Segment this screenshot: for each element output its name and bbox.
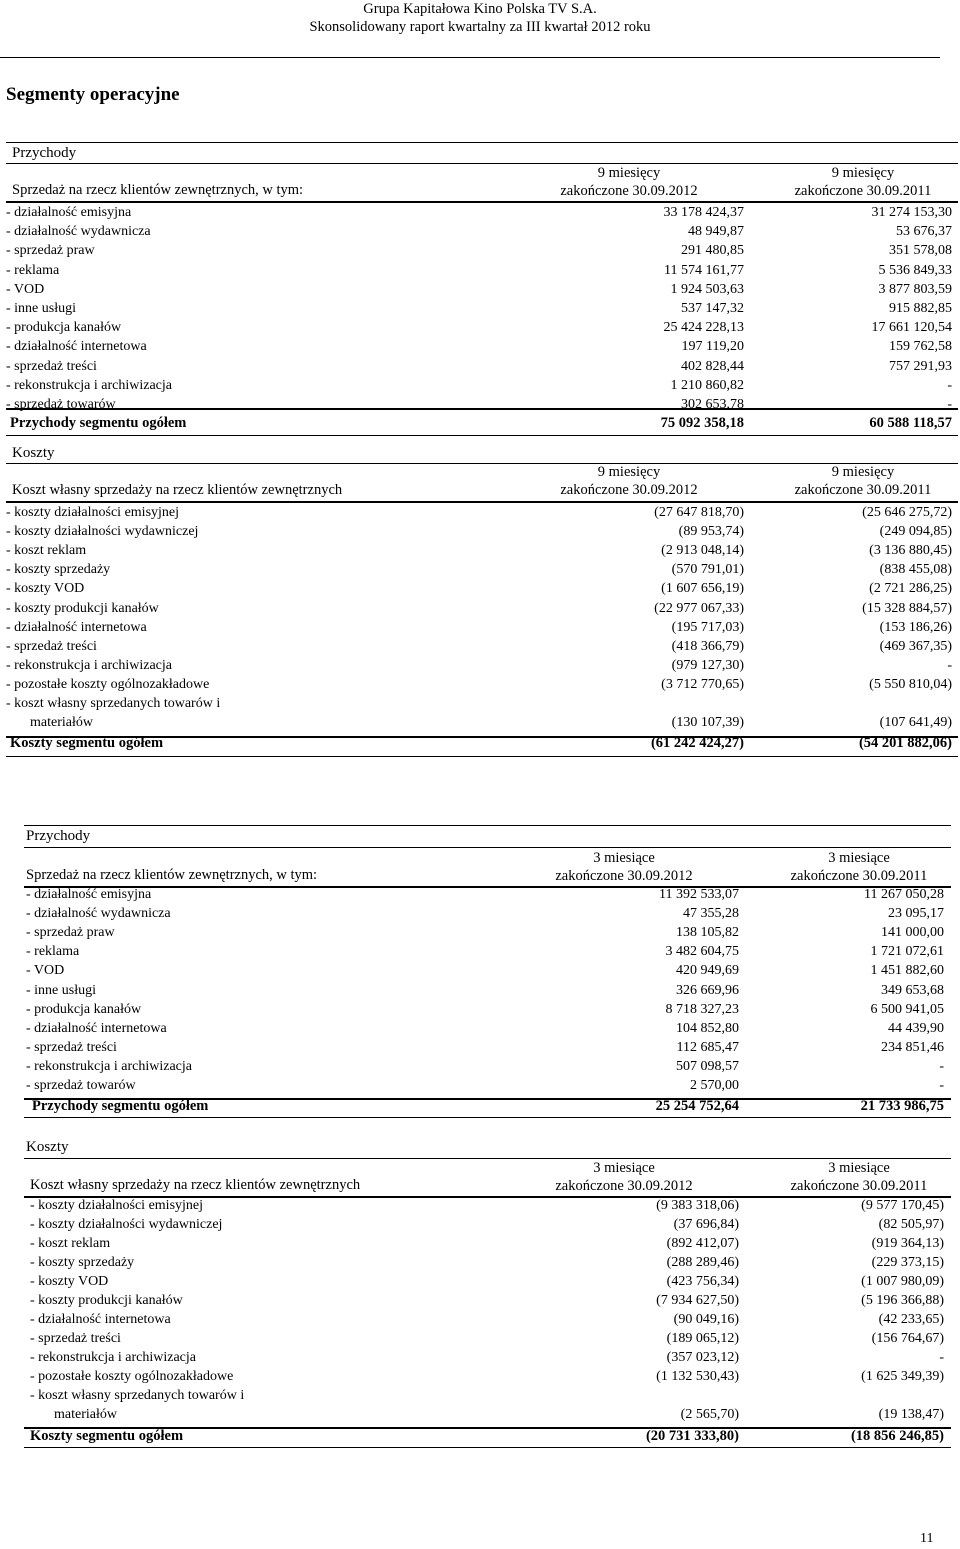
row-value-current: 291 480,85 — [681, 243, 744, 259]
column-header-2011 — [764, 1159, 954, 1195]
row-value-previous: - — [939, 1058, 944, 1074]
row-value-current: (979 127,30) — [671, 657, 744, 673]
row-value-previous: (18 856 246,85) — [850, 1428, 944, 1444]
row-value-current: 537 147,32 — [681, 301, 744, 316]
row-value-current: 507 098,57 — [676, 1058, 739, 1074]
row-label: - działalność internetowa — [6, 339, 147, 355]
row-value-current: 1 924 503,63 — [670, 281, 744, 297]
row-value-previous: (19 138,47) — [878, 1407, 944, 1422]
column-header-2012 — [534, 463, 724, 499]
table-row — [24, 1076, 951, 1095]
table-row — [24, 1310, 951, 1329]
column-header-line: 3 miesiące — [828, 1160, 890, 1176]
row-value-previous: (153 186,26) — [879, 619, 952, 635]
table-row — [6, 376, 958, 395]
row-value-current: (892 412,07) — [666, 1236, 739, 1251]
column-header-2012 — [529, 849, 719, 885]
row-value-previous: (229 373,15) — [871, 1255, 944, 1270]
column-header-line: 9 miesięcy — [831, 165, 895, 181]
row-value-previous: (54 201 882,06) — [858, 735, 952, 751]
revenue-table-3m — [24, 825, 951, 1125]
table-row — [24, 923, 951, 942]
row-value-previous: (3 136 880,45) — [869, 543, 952, 559]
column-header-line: 9 miesięcy — [597, 464, 661, 480]
row-label: - sprzedaż towarów — [6, 397, 116, 412]
row-label: - działalność emisyjna — [26, 887, 152, 902]
table-row — [6, 675, 958, 694]
row-value-previous: (107 641,49) — [879, 715, 952, 730]
row-label: - działalność emisyjna — [6, 205, 132, 220]
row-value-previous: 21 733 986,75 — [860, 1098, 944, 1114]
column-header-line: zakończone 30.09.2012 — [555, 1178, 693, 1194]
row-value-current: (423 756,34) — [666, 1274, 739, 1289]
table-top-rule — [6, 142, 958, 143]
row-value-previous: 31 274 153,30 — [871, 205, 952, 220]
table-row — [24, 904, 951, 923]
column-header-2012 — [529, 1159, 719, 1195]
row-value-previous: - — [939, 1350, 944, 1365]
row-value-previous: 1 721 072,61 — [870, 944, 944, 960]
table-row — [6, 618, 958, 637]
row-label: - koszty działalności wydawniczej — [6, 524, 199, 540]
row-value-current: (27 647 818,70) — [654, 505, 744, 520]
row-value-current: 8 718 327,23 — [665, 1001, 739, 1017]
table-row — [24, 885, 951, 904]
table-row — [6, 503, 958, 522]
row-value-previous: - — [939, 1078, 944, 1093]
row-label: - działalność internetowa — [30, 1312, 171, 1327]
column-header-line: 9 miesięcy — [831, 464, 895, 480]
row-value-current: 11 392 533,07 — [659, 887, 739, 902]
row-value-previous: (1 007 980,09) — [861, 1274, 944, 1289]
row-value-previous: 1 451 882,60 — [870, 963, 944, 979]
row-value-current: (3 712 770,65) — [661, 676, 744, 692]
revenue-table-9m — [6, 142, 958, 442]
row-value-previous: (919 364,13) — [871, 1236, 944, 1251]
rule — [6, 435, 958, 436]
row-value-previous: 351 578,08 — [889, 243, 952, 259]
row-value-current: (9 383 318,06) — [656, 1198, 739, 1213]
row-label: - rekonstrukcja i archiwizacja — [6, 657, 172, 673]
table-row — [24, 1019, 951, 1038]
row-value-current: 326 669,96 — [676, 982, 739, 998]
row-label: - pozostałe koszty ogólnozakładowe — [30, 1369, 234, 1384]
table-row — [6, 541, 958, 560]
row-value-current: 1 210 860,82 — [670, 377, 744, 393]
rule — [24, 1117, 951, 1118]
row-value-current: (195 717,03) — [671, 619, 744, 635]
table-row — [6, 637, 958, 656]
row-value-current: (89 953,74) — [678, 524, 744, 540]
row-label: - koszt własny sprzedanych towarów i — [6, 696, 221, 711]
row-label: - produkcja kanałów — [6, 320, 122, 336]
row-value-previous: 159 762,58 — [889, 339, 952, 355]
row-label: - koszty sprzedaży — [30, 1255, 135, 1270]
row-value-current: 11 574 161,77 — [664, 262, 744, 278]
table-row — [24, 1367, 951, 1386]
row-value-previous: 757 291,93 — [889, 358, 952, 374]
row-label: - reklama — [6, 262, 60, 278]
row-label: - inne usługi — [26, 982, 96, 998]
total-row — [24, 1427, 951, 1446]
table-row — [6, 261, 958, 280]
cost-table-9m — [6, 440, 958, 760]
row-label: - inne usługi — [6, 301, 76, 316]
row-value-previous: (156 764,67) — [871, 1331, 944, 1346]
table-row — [6, 357, 958, 376]
column-header-line: zakończone 30.09.2011 — [794, 482, 932, 498]
row-label: - produkcja kanałów — [26, 1001, 142, 1017]
row-value-current: (570 791,01) — [671, 562, 744, 578]
row-value-current: 302 653,78 — [681, 397, 744, 412]
column-header-line: 3 miesiące — [593, 850, 655, 866]
row-label: - działalność internetowa — [26, 1020, 167, 1036]
column-header-line: zakończone 30.09.2012 — [560, 183, 698, 199]
row-value-current: (2 565,70) — [680, 1407, 739, 1422]
row-value-current: 25 254 752,64 — [655, 1098, 739, 1114]
row-value-previous: 141 000,00 — [881, 925, 944, 941]
row-value-previous: (5 550 810,04) — [869, 676, 952, 692]
column-header-2011 — [768, 463, 958, 499]
row-label: - koszty produkcji kanałów — [30, 1293, 183, 1308]
row-value-previous: 915 882,85 — [889, 301, 952, 316]
row-value-current: 420 949,69 — [676, 963, 739, 979]
row-value-current: 2 570,00 — [690, 1078, 739, 1093]
row-value-current: 104 852,80 — [676, 1020, 739, 1036]
row-value-previous: (42 233,65) — [878, 1312, 944, 1327]
row-value-previous: (1 625 349,39) — [861, 1369, 944, 1384]
row-label: - działalność wydawnicza — [26, 906, 171, 922]
row-value-current: (37 696,84) — [673, 1217, 739, 1232]
table-subheader: Sprzedaż na rzecz klientów zewnętrznych, w tym: — [26, 867, 318, 883]
row-label: - sprzedaż treści — [26, 1039, 117, 1055]
report-title: Skonsolidowany raport kwartalny za III kwartał 2012 roku — [309, 19, 651, 35]
column-header-line: 3 miesiące — [828, 850, 890, 866]
row-label: - sprzedaż praw — [26, 925, 115, 941]
row-value-current: 402 828,44 — [681, 358, 744, 374]
row-value-current: 33 178 424,37 — [663, 205, 744, 220]
column-header-line: zakończone 30.09.2012 — [555, 868, 693, 884]
table-row — [6, 522, 958, 541]
row-label: - koszt własny sprzedanych towarów i — [30, 1388, 245, 1403]
row-label: - sprzedaż treści — [6, 358, 97, 374]
table-row — [24, 1348, 951, 1367]
row-label: - VOD — [6, 281, 45, 297]
table-row — [6, 318, 958, 337]
row-label: Przychody segmentu ogółem — [10, 415, 187, 431]
table-top-rule — [24, 825, 951, 826]
table-row — [24, 1000, 951, 1019]
row-value-previous: - — [947, 397, 952, 412]
section-label: Przychody — [12, 145, 77, 161]
row-value-current: (1 607 656,19) — [661, 581, 744, 597]
section-label: Koszty — [12, 445, 55, 461]
row-label: - koszty działalności emisyjnej — [30, 1198, 204, 1213]
row-label: - koszty działalności emisyjnej — [6, 505, 180, 520]
column-header-line: zakończone 30.09.2011 — [790, 868, 928, 884]
rule — [24, 1447, 951, 1448]
row-value-current: 138 105,82 — [676, 925, 739, 941]
row-label-continued: materiałów — [30, 715, 93, 730]
column-header-line: 3 miesiące — [593, 1160, 655, 1176]
document-header — [0, 0, 960, 36]
row-value-current: (22 977 067,33) — [654, 600, 744, 616]
table-row — [24, 1291, 951, 1310]
table-row — [6, 579, 958, 598]
table-row — [6, 337, 958, 356]
row-label: - sprzedaż praw — [6, 243, 95, 259]
table-row — [24, 1215, 951, 1234]
table-row — [24, 1038, 951, 1057]
row-value-previous: 349 653,68 — [881, 982, 944, 998]
table-row — [6, 599, 958, 618]
table-row — [6, 656, 958, 675]
table-row — [6, 241, 958, 260]
row-value-previous: 234 851,46 — [881, 1039, 944, 1055]
row-value-current: (189 065,12) — [666, 1331, 739, 1346]
row-value-previous: - — [947, 377, 952, 393]
column-header-line: 9 miesięcy — [597, 165, 661, 181]
column-header-line: zakończone 30.09.2011 — [790, 1178, 928, 1194]
row-value-current: (1 132 530,43) — [656, 1369, 739, 1384]
row-value-current: (418 366,79) — [671, 638, 744, 654]
row-label: - rekonstrukcja i archiwizacja — [30, 1350, 196, 1365]
table-row — [6, 203, 958, 222]
total-row — [6, 414, 958, 433]
rule — [6, 756, 958, 757]
row-value-current: 3 482 604,75 — [665, 944, 739, 960]
table-row — [6, 222, 958, 241]
row-label: Koszty segmentu ogółem — [30, 1428, 184, 1444]
table-row — [6, 395, 958, 414]
cost-table-3m — [24, 1124, 951, 1454]
row-label: - reklama — [26, 944, 80, 960]
table-row — [6, 560, 958, 579]
row-value-previous: (5 196 366,88) — [861, 1293, 944, 1308]
table-row — [24, 1329, 951, 1348]
row-label: - rekonstrukcja i archiwizacja — [6, 377, 172, 393]
row-value-previous: 17 661 120,54 — [871, 320, 952, 336]
row-label: - sprzedaż treści — [6, 638, 97, 654]
row-value-previous: (838 455,08) — [879, 562, 952, 578]
table-subheader: Koszt własny sprzedaży na rzecz klientów zewnętrznych — [12, 482, 343, 498]
row-value-previous: (15 328 884,57) — [862, 600, 952, 616]
table-subheader: Sprzedaż na rzecz klientów zewnętrznych, w tym: — [12, 182, 304, 198]
row-value-previous: 3 877 803,59 — [878, 281, 952, 297]
row-label: Koszty segmentu ogółem — [10, 735, 164, 751]
company-name: Grupa Kapitałowa Kino Polska TV S.A. — [363, 1, 597, 17]
row-value-current: 197 119,20 — [681, 339, 744, 355]
row-value-previous: 53 676,37 — [896, 224, 952, 240]
rule — [24, 847, 951, 848]
row-label: Przychody segmentu ogółem — [32, 1098, 209, 1114]
row-value-current: (20 731 333,80) — [645, 1428, 739, 1444]
table-row-wrapped — [6, 694, 958, 732]
table-row — [6, 280, 958, 299]
row-label: - koszty VOD — [30, 1274, 109, 1289]
row-label: - rekonstrukcja i archiwizacja — [26, 1058, 192, 1074]
row-label: - koszty sprzedaży — [6, 562, 111, 578]
row-label: - koszt reklam — [30, 1236, 111, 1251]
row-value-current: 25 424 228,13 — [663, 320, 744, 336]
page-number: 11 — [920, 1531, 934, 1546]
table-row-wrapped — [24, 1386, 951, 1424]
row-label: - koszty produkcji kanałów — [6, 600, 159, 616]
row-value-previous: - — [947, 657, 952, 673]
row-value-previous: (469 367,35) — [879, 638, 952, 654]
table-row — [24, 1234, 951, 1253]
table-row — [24, 961, 951, 980]
row-label: - sprzedaż treści — [30, 1331, 121, 1346]
row-label: - koszt reklam — [6, 543, 87, 559]
row-value-current: (7 934 627,50) — [656, 1293, 739, 1308]
page-title: Segmenty operacyjne — [6, 84, 180, 105]
section-label: Koszty — [26, 1139, 69, 1155]
row-value-current: 47 355,28 — [683, 906, 739, 922]
row-value-current: 48 949,87 — [688, 224, 744, 240]
row-value-current: (90 049,16) — [673, 1312, 739, 1327]
row-label: - koszty działalności wydawniczej — [30, 1217, 223, 1232]
row-label: - VOD — [26, 963, 65, 979]
row-value-current: (357 023,12) — [666, 1350, 739, 1365]
section-label: Przychody — [26, 828, 91, 844]
header-divider — [0, 57, 940, 58]
row-value-previous: 60 588 118,57 — [869, 415, 952, 431]
row-value-current: 112 685,47 — [676, 1039, 739, 1055]
table-row — [6, 299, 958, 318]
row-value-previous: (25 646 275,72) — [862, 505, 952, 520]
row-value-previous: 11 267 050,28 — [864, 887, 944, 902]
row-label: - pozostałe koszty ogólnozakładowe — [6, 676, 210, 692]
column-header-line: zakończone 30.09.2011 — [794, 183, 932, 199]
row-value-previous: (82 505,97) — [878, 1217, 944, 1232]
column-header-2012 — [534, 164, 724, 200]
rule — [6, 408, 958, 410]
total-row — [24, 1097, 951, 1116]
table-row — [24, 1272, 951, 1291]
table-row — [24, 1057, 951, 1076]
total-row — [6, 734, 958, 753]
row-value-previous: 5 536 849,33 — [878, 262, 952, 278]
table-row — [24, 942, 951, 961]
column-header-2011 — [764, 849, 954, 885]
row-value-previous: 6 500 941,05 — [870, 1001, 944, 1017]
row-label: - koszty VOD — [6, 581, 85, 597]
row-value-current: (2 913 048,14) — [661, 543, 744, 559]
row-value-current: (288 289,46) — [666, 1255, 739, 1270]
row-value-previous: (249 094,85) — [879, 524, 952, 540]
table-row — [24, 1196, 951, 1215]
row-label-continued: materiałów — [54, 1407, 117, 1422]
row-value-previous: (9 577 170,45) — [861, 1198, 944, 1213]
row-value-current: (130 107,39) — [671, 715, 744, 730]
table-row — [24, 1253, 951, 1272]
row-label: - działalność internetowa — [6, 619, 147, 635]
row-value-current: (61 242 424,27) — [650, 735, 744, 751]
table-row — [24, 981, 951, 1000]
row-value-previous: 44 439,90 — [888, 1020, 944, 1036]
row-label: - działalność wydawnicza — [6, 224, 151, 240]
row-value-current: 75 092 358,18 — [660, 415, 744, 431]
column-header-2011 — [768, 164, 958, 200]
table-subheader: Koszt własny sprzedaży na rzecz klientów zewnętrznych — [30, 1177, 361, 1193]
row-value-previous: 23 095,17 — [888, 906, 944, 922]
row-value-previous: (2 721 286,25) — [869, 581, 952, 597]
row-label: - sprzedaż towarów — [26, 1078, 136, 1093]
column-header-line: zakończone 30.09.2012 — [560, 482, 698, 498]
